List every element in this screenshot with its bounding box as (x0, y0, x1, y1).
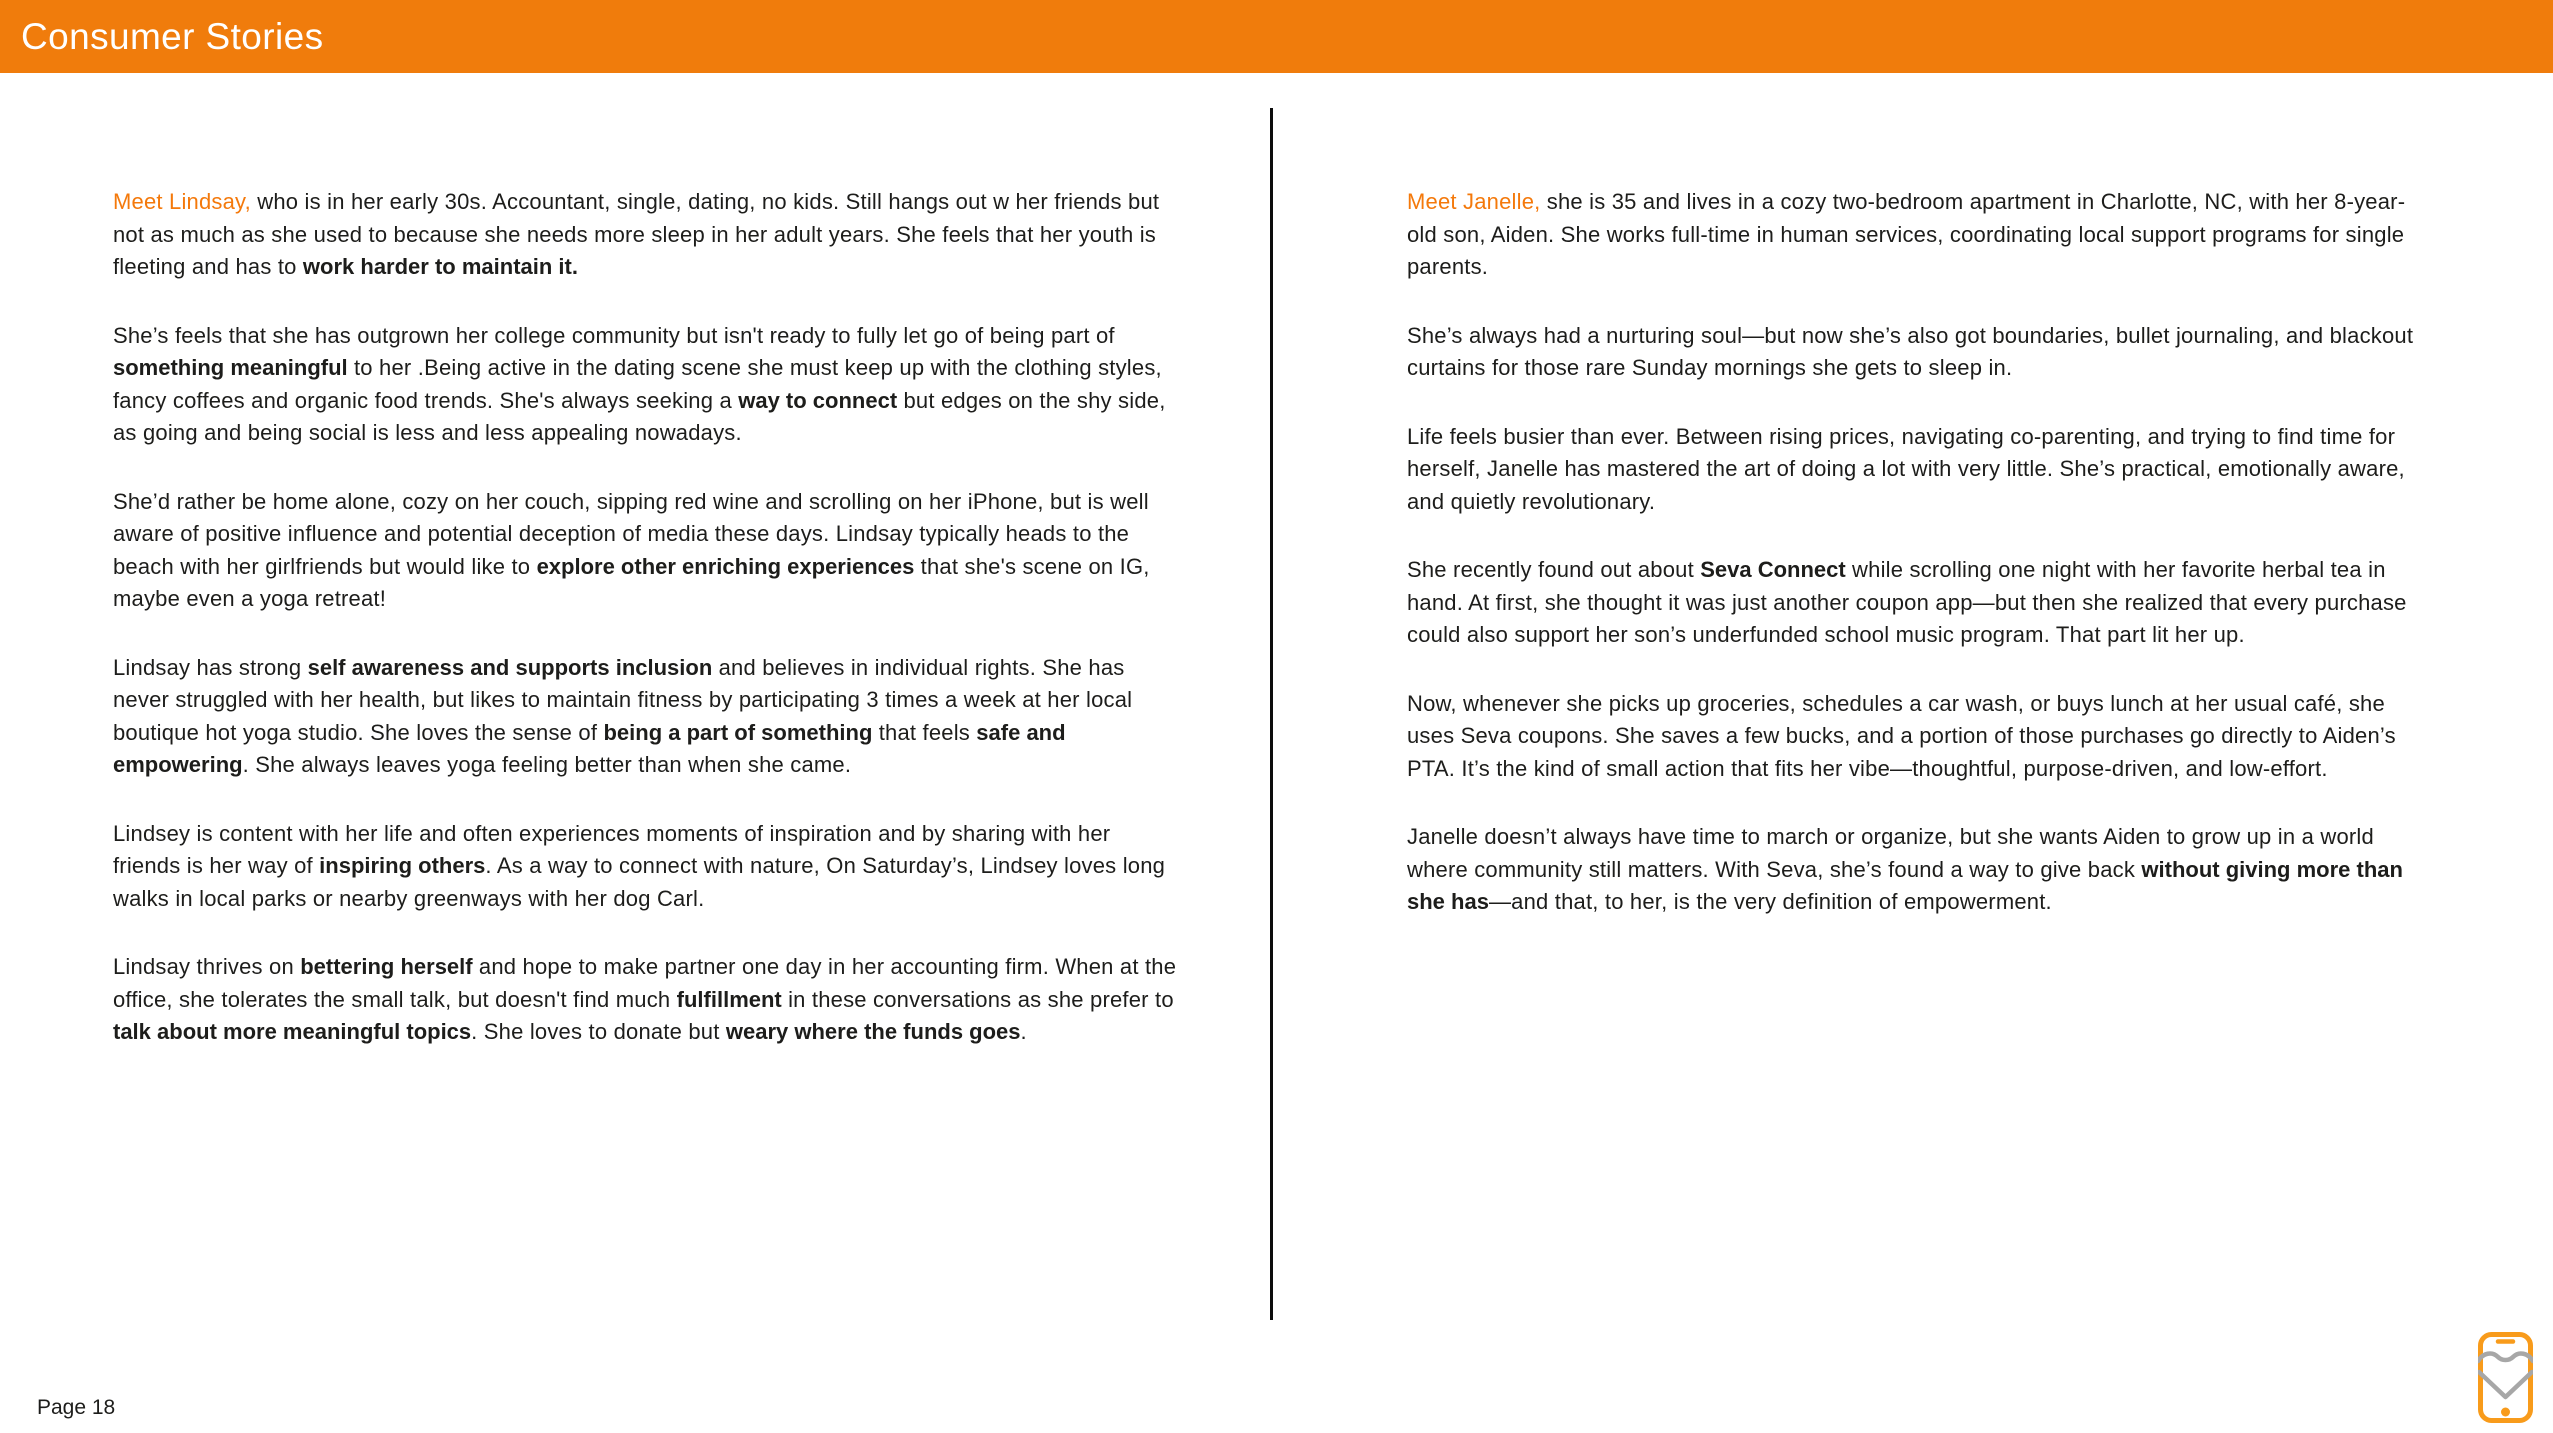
body-text: She’d rather be home alone, cozy on her couch, sipping red wine and scrolling on her iPhone, but is well aware of positive influence and potential deception of media these days. Lindsay typically heads to the beach with her girlfriends but would like to (113, 488, 1149, 579)
paragraph (1407, 554, 2417, 652)
paragraph (1407, 821, 2417, 919)
body-text: in these conversations as she prefer to (781, 986, 1174, 1012)
body-text: but edges on the shy side, as going and being social is less and less appealing nowadays. (113, 387, 1166, 445)
emphasized-text: Seva Connect (1700, 557, 1846, 582)
body-text: and hope to make partner one day in her accounting firm. When at the office, she tolerates the small talk, but doesn't find much (113, 954, 1177, 1012)
emphasized-text: weary where the funds goes (725, 1019, 1021, 1044)
paragraph (113, 186, 1183, 284)
paragraph (113, 818, 1183, 916)
body-text: and believes in individual rights. She has never struggled with her health, but likes to maintain fitness by participating 3 times a week at her local boutique hot yoga studio. She loves the sense of (113, 654, 1133, 745)
body-text: who is in her early 30s. Accountant, single, dating, no kids. Still hangs out w her friends but not as much as she used to because she needs more sleep in her adult years. She feels that her youth is fleeting and has to (113, 189, 1160, 279)
emphasized-text: inspiring others (319, 853, 486, 878)
body-text: Lindsay has strong (113, 654, 308, 680)
paragraph (113, 652, 1183, 782)
body-text: while scrolling one night with her favorite herbal tea in hand. At first, she thought it was just another coupon app—but then she realized that every purchase could also support her son’s underfunded school music program. That part lit her up. (1407, 557, 2407, 647)
paragraph (1407, 421, 2417, 519)
emphasized-text: without giving more than she has (1407, 856, 2403, 914)
body-text: She recently found out about (1407, 557, 1701, 582)
body-text: Lindsey is content with her life and often experiences moments of inspiration and by sharing with her friends is her way of (113, 820, 1111, 878)
persona-janelle-column (1407, 186, 2417, 955)
paragraph (1407, 688, 2417, 786)
emphasized-text: bettering herself (300, 954, 473, 979)
column-divider (1270, 108, 1273, 1320)
emphasized-text: safe and empowering (113, 719, 1066, 777)
body-text: Janelle doesn’t always have time to march or organize, but she wants Aiden to grow up in a world where community still matters. With Seva, she’s found a way to give back (1407, 824, 2374, 882)
emphasized-text: self awareness and supports inclusion (307, 654, 713, 680)
chevron-curve (2479, 1372, 2532, 1397)
persona-intro-text: Meet Janelle, (1407, 189, 1541, 214)
body-text: Life feels busier than ever. Between rising prices, navigating co-parenting, and trying to find time for herself, Janelle has mastered the art of doing a lot with very little. She’s practical, emotionally aware, and quietly revolutionary. (1407, 423, 2405, 514)
body-text: She’s feels that she has outgrown her college community but isn't ready to fully let go of being part of (113, 322, 1115, 348)
phone-home-dot (2501, 1408, 2510, 1417)
emphasized-text: talk about more meaningful topics (113, 1019, 472, 1044)
body-text: She’s always had a nurturing soul—but now she’s also got boundaries, bullet journaling, and blackout curtains for those rare Sunday mornings she gets to sleep in. (1407, 322, 2414, 380)
body-text: . As a way to connect with nature, On Saturday’s, Lindsey loves long walks in local parks or nearby greenways with her dog Carl. (113, 853, 1166, 911)
persona-lindsay-column (113, 186, 1183, 1085)
paragraph (1407, 320, 2417, 385)
page-number: Page 18 (37, 1396, 116, 1419)
body-text: that feels (872, 719, 977, 745)
body-text: she is 35 and lives in a cozy two-bedroom apartment in Charlotte, NC, with her 8-year-old son, Aiden. She works full-time in human services, coordinating local support programs for single parents. (1407, 189, 2406, 279)
body-text: . She always leaves yoga feeling better than when she came. (242, 752, 852, 777)
emphasized-text: way to connect (738, 387, 898, 413)
header-bar (0, 0, 2553, 73)
wave-curve (2478, 1354, 2533, 1361)
body-text: . She loves to donate but (471, 1019, 726, 1044)
persona-intro-text: Meet Lindsay, (113, 189, 251, 214)
phone-heart-logo-icon (2478, 1332, 2533, 1423)
body-text: —and that, to her, is the very definition of empowerment. (1488, 889, 2052, 914)
body-text: Now, whenever she picks up groceries, schedules a car wash, or buys lunch at her usual café, she uses Seva coupons. She saves a few bucks, and a portion of those purchases go directly to Aiden’s PTA. It’s the kind of small action that fits her vibe—thoughtful, purpose-driven, and low-effort. (1407, 690, 2396, 781)
emphasized-text: something meaningful (113, 355, 348, 380)
emphasized-text: explore other enriching experiences (536, 553, 915, 579)
emphasized-text: work harder to maintain it. (302, 254, 578, 279)
paragraph (113, 486, 1183, 616)
body-text: Lindsay thrives on (113, 954, 301, 979)
body-text: . (1020, 1019, 1027, 1044)
page-title: Consumer Stories (21, 15, 324, 57)
paragraph (113, 951, 1183, 1049)
emphasized-text: being a part of something (603, 719, 873, 745)
paragraph (113, 320, 1183, 450)
body-text: that she's scene on IG, maybe even a yoga retreat! (113, 553, 1150, 611)
body-text: to her .Being active in the dating scene she must keep up with the clothing styles, fancy coffees and organic food trends. She's always seeking a (113, 355, 1162, 413)
paragraph (1407, 186, 2417, 284)
emphasized-text: fulfillment (676, 986, 782, 1012)
